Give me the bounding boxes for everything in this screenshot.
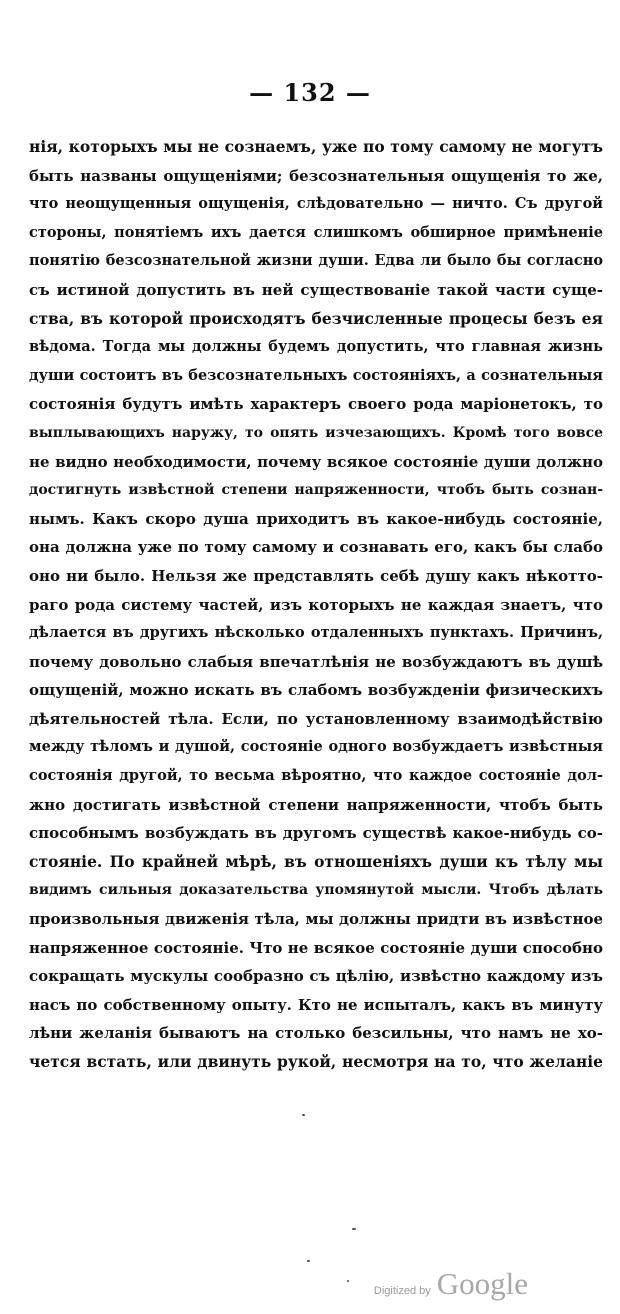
text-line-19: почему довольно слабыя впечатлѣнія не возбуждаютъ въ душѣ	[29, 652, 603, 671]
text-line-11: выплывающихъ наружу, то опять изчезающихъ. Кромѣ того вовсе	[29, 424, 603, 441]
body-text	[29, 133, 603, 1077]
text-line-4: стороны, понятіемъ ихъ дается слишкомъ обширное примѣненіе	[29, 223, 603, 241]
text-line-20: ощущеній, можно искать въ слабомъ возбужденіи физическихъ	[29, 681, 603, 700]
text-line-27: видимъ сильныя доказательства упомянутой мысли. Чтобъ дѣлать	[29, 882, 603, 899]
text-line-22: между тѣломъ и душой, состояніе одного возбуждаетъ извѣстныя	[29, 738, 603, 756]
text-line-13: достигнуть извѣстной степени напряженности, чтобъ быть сознан-	[29, 482, 603, 499]
text-line-5: понятію безсознательной жизни души. Едва ли было бы согласно	[29, 252, 603, 270]
text-line-29: напряженное состояніе. Что не всякое состояніе души способно	[29, 938, 603, 957]
text-line-31: насъ по собственному опыту. Кто не испыталъ, какъ въ минуту	[29, 995, 603, 1014]
text-line-12: не видно необходимости, почему всякое состояніе души должно	[29, 452, 603, 471]
text-line-1: нія, которыхъ мы не сознаемъ, уже по тому самому не могутъ	[29, 137, 603, 156]
text-line-16: оно ни было. Нельзя же представлять себѣ душу какъ нѣкотто-	[29, 566, 603, 585]
text-line-30: сокращать мускулы сообразно съ цѣлію, извѣстно каждому изъ	[29, 967, 603, 986]
text-line-17: раго рода систему частей, изъ которыхъ не каждая знаетъ, что	[29, 595, 603, 614]
digitized-watermark	[374, 1266, 528, 1302]
text-line-24: жно достигать извѣстной степени напряженности, чтобъ быть	[29, 795, 603, 814]
text-line-23: состоянія другой, то весьма вѣроятно, что каждое состояніе дол-	[29, 767, 603, 785]
text-line-33: чется встать, или двинуть рукой, несмотря на то, что желаніе	[29, 1052, 603, 1071]
text-line-32: лѣни желанія бываютъ на столько безсильны, что намъ не хо-	[29, 1024, 603, 1043]
text-line-26: стояніе. По крайней мѣрѣ, въ отношеніяхъ души къ тѣлу мы	[29, 851, 603, 871]
text-line-8: вѣдома. Тогда мы должны будемъ допустить, что главная жизнь	[29, 338, 603, 356]
text-line-15: она должна уже по тому самому и сознавать его, какъ бы слабо	[29, 538, 603, 557]
text-line-28: произвольныя движенія тѣла, мы должны придти въ извѣстное	[29, 910, 603, 929]
watermark-prefix: Digitized by	[373, 1285, 431, 1297]
text-line-25: способнымъ возбуждать въ другомъ существѣ какое-нибудь со-	[29, 824, 603, 843]
text-line-21: дѣятельностей тѣла. Если, по установленному взаимодѣйствію	[29, 709, 603, 728]
text-line-6: съ истиной допустить въ ней существованіе такой части суще-	[29, 280, 603, 299]
text-line-2: быть названы ощущеніями; безсознательныя ощущенія то же,	[29, 166, 603, 185]
google-logo: Google	[436, 1266, 528, 1301]
text-line-10: состоянія будутъ имѣть характеръ своего рода маріонетокъ, то	[29, 395, 603, 414]
text-line-18: дѣлается въ другихъ нѣсколько отдаленныхъ пунктахъ. Причинъ,	[29, 624, 603, 642]
page-number-header: — 132 —	[249, 78, 371, 107]
text-line-7: ства, въ которой происходятъ безчисленные процесы безъ ея	[29, 308, 603, 328]
text-line-14: нымъ. Какъ скоро душа приходитъ въ какое-нибудь состояніе,	[29, 509, 603, 528]
text-line-3: что неощущенныя ощущенія, слѣдовательно — ничто. Съ другой	[29, 195, 603, 213]
text-line-9: души состоитъ въ безсознательныхъ состояніяхъ, а сознательныя	[29, 366, 603, 384]
